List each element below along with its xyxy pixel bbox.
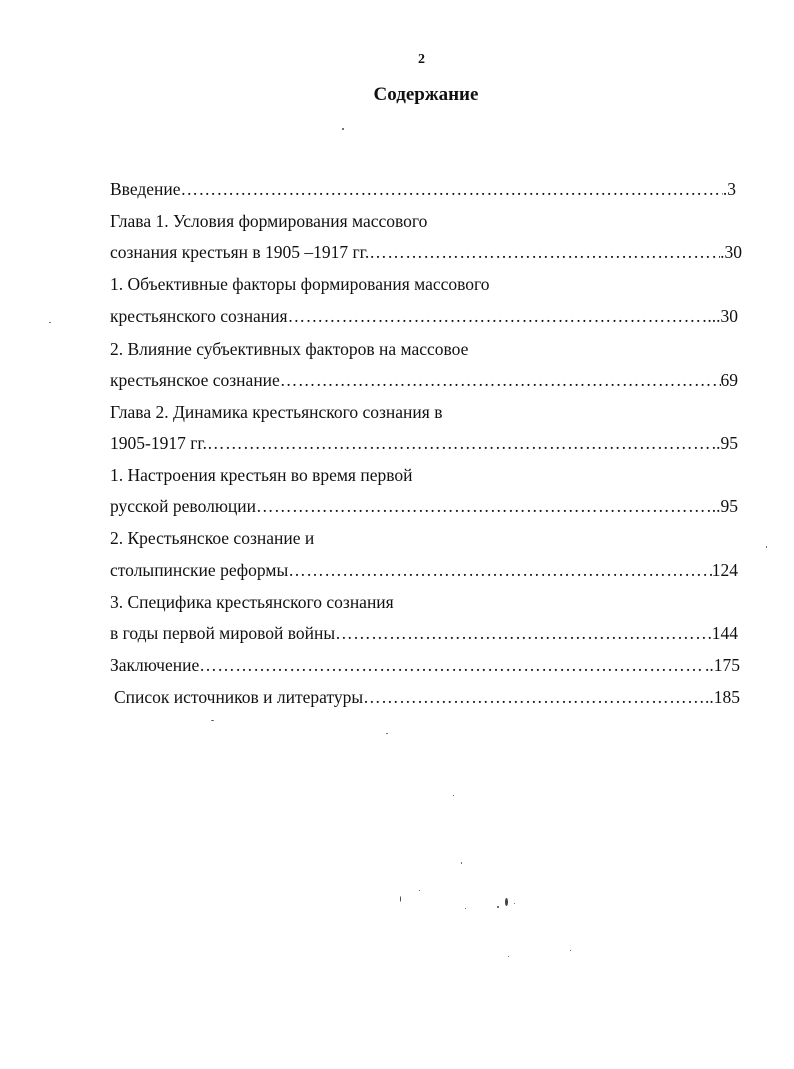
toc-entry-page: ...30 — [707, 306, 738, 326]
toc-entry-label: в годы первой мировой войны — [110, 623, 336, 643]
dot-leader — [369, 241, 720, 263]
toc-entry-page: 144 — [711, 623, 738, 643]
toc-entry-page: 124 — [711, 560, 738, 580]
scan-speck — [453, 795, 454, 796]
toc-entry-label: сознания крестьян в 1905 –1917 гг. — [110, 242, 370, 262]
toc-heading-section-2-2: 2. Крестьянское сознание и — [110, 528, 315, 548]
toc-entry-bibliography[interactable] — [114, 686, 740, 708]
toc-entry-section-2-3[interactable] — [110, 622, 738, 644]
scan-speck — [211, 720, 214, 721]
page-number: 2 — [418, 52, 425, 67]
toc-entry-page: 69 — [720, 370, 738, 390]
scan-speck — [49, 322, 51, 323]
scan-speck — [419, 890, 420, 891]
toc-entry-page: ..185 — [705, 687, 740, 707]
scan-speck — [497, 906, 499, 908]
dot-leader — [363, 686, 705, 708]
toc-entry-label: крестьянское сознание — [110, 370, 280, 390]
dot-leader — [256, 495, 712, 517]
toc-entry-label: русской революции — [110, 496, 256, 516]
toc-entry-label: крестьянского сознания — [110, 306, 288, 326]
toc-entry-label: Введение — [110, 179, 181, 199]
toc-entry-page: ..95 — [711, 496, 738, 516]
dot-leader — [288, 305, 708, 327]
toc-entry-section-1-2[interactable] — [110, 369, 738, 391]
toc-entry-label: 1905-1917 гг. — [110, 433, 207, 453]
scan-speck — [386, 733, 388, 734]
toc-heading-section-1-1: 1. Объективные факторы формирования массового — [110, 274, 490, 294]
toc-heading-section-2-3: 3. Специфика крестьянского сознания — [110, 592, 394, 612]
dot-leader — [181, 178, 723, 200]
toc-entry-introduction[interactable] — [110, 178, 736, 200]
scan-speck — [461, 862, 462, 864]
toc-entry-chapter-2[interactable] — [110, 432, 738, 454]
scan-speck — [505, 898, 508, 906]
scan-speck — [465, 908, 466, 909]
scan-speck — [570, 950, 571, 951]
toc-entry-page: .3 — [722, 179, 736, 199]
toc-entry-section-2-1[interactable] — [110, 495, 738, 517]
scan-speck — [766, 546, 767, 548]
toc-entry-label: столыпинские реформы — [110, 560, 289, 580]
toc-heading-section-1-2: 2. Влияние субъективных факторов на массовое — [110, 339, 469, 359]
dot-leader — [288, 559, 712, 581]
toc-entry-section-2-2[interactable] — [110, 559, 738, 581]
toc-entry-section-1-1[interactable] — [110, 305, 738, 327]
scan-speck — [514, 903, 515, 904]
dot-leader — [335, 622, 712, 644]
toc-entry-page: .95 — [716, 433, 738, 453]
dot-leader — [207, 432, 716, 454]
dot-leader — [199, 654, 705, 676]
toc-entry-chapter-1[interactable] — [110, 241, 742, 263]
toc-heading-chapter-1: Глава 1. Условия формирования массового — [110, 211, 428, 231]
scan-speck — [508, 956, 509, 957]
scan-speck — [400, 896, 401, 902]
toc-heading-chapter-2: Глава 2. Динамика крестьянского сознания в — [110, 402, 443, 422]
toc-entry-page: ..175 — [705, 655, 740, 675]
scan-speck — [342, 128, 344, 130]
dot-leader — [280, 369, 721, 391]
toc-entry-conclusion[interactable] — [110, 654, 740, 676]
toc-entry-label: Список источников и литературы — [114, 687, 364, 707]
toc-entry-page: .30 — [720, 242, 742, 262]
page-title: Содержание — [373, 84, 479, 105]
toc-entry-label: Заключение — [110, 655, 200, 675]
toc-heading-section-2-1: 1. Настроения крестьян во время первой — [110, 465, 413, 485]
